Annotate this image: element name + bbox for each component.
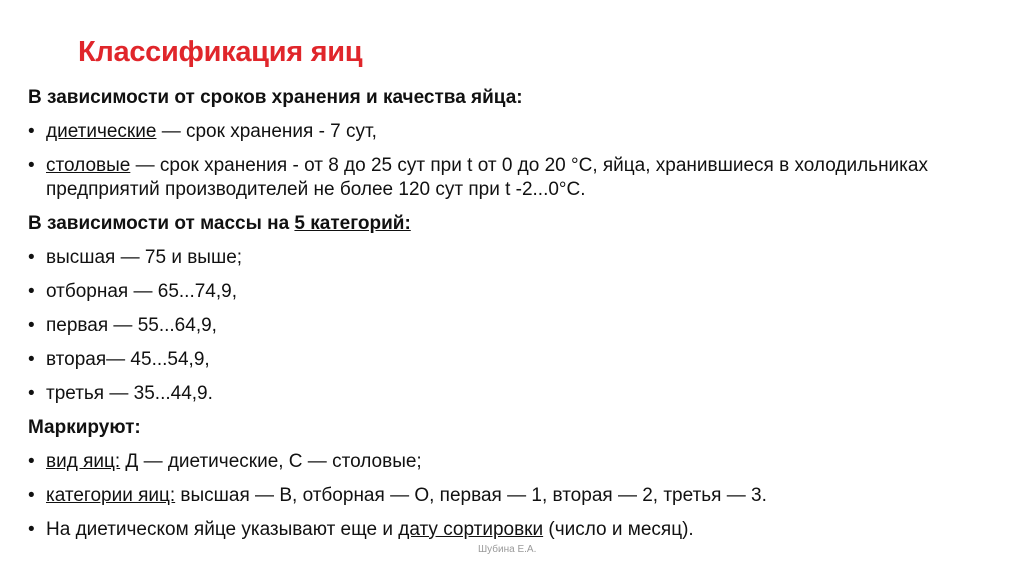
sort-date-label: дату сортировки bbox=[398, 519, 544, 540]
slide-title: Классификация яиц bbox=[78, 36, 363, 68]
list-item bbox=[28, 450, 978, 474]
marking-type-label: вид яиц: bbox=[46, 451, 121, 472]
list-item bbox=[28, 120, 978, 144]
item-text: — срок хранения - 7 сут, bbox=[156, 121, 377, 142]
list-item bbox=[28, 154, 978, 202]
section-heading-marking: Маркируют: bbox=[28, 417, 141, 438]
list-item bbox=[28, 348, 978, 372]
category-third: третья — 35...44,9. bbox=[46, 383, 213, 404]
item-text: Д — диетические, С — столовые; bbox=[120, 451, 422, 472]
bullet-icon: • bbox=[28, 451, 35, 472]
category-first: первая — 55...64,9, bbox=[46, 315, 217, 336]
bullet-icon: • bbox=[28, 121, 35, 142]
category-highest: высшая — 75 и выше; bbox=[46, 247, 243, 268]
list-item bbox=[28, 280, 978, 304]
item-text: — срок хранения - от 8 до 25 сут при t от 0 до 20 °С, яйца, хранившиеся в холодильниках предприятий производителей не более 120 сут при t -2...0°С. bbox=[46, 155, 928, 200]
item-text: высшая — В, отборная — О, первая — 1, вторая — 2, третья — 3. bbox=[175, 485, 767, 506]
list-item bbox=[28, 314, 978, 338]
list-item bbox=[28, 382, 978, 406]
heading-text: В зависимости от массы на bbox=[28, 213, 295, 234]
slide-content bbox=[28, 86, 978, 552]
bullet-icon: • bbox=[28, 519, 35, 540]
heading-underlined: 5 категорий: bbox=[294, 213, 411, 234]
term-dietary: диетические bbox=[46, 121, 157, 142]
bullet-icon: • bbox=[28, 383, 35, 404]
item-text: (число и месяц). bbox=[543, 519, 694, 540]
bullet-icon: • bbox=[28, 315, 35, 336]
term-table: столовые bbox=[46, 155, 131, 176]
section-heading-storage: В зависимости от сроков хранения и качества яйца: bbox=[28, 87, 523, 108]
category-second: вторая— 45...54,9, bbox=[46, 349, 210, 370]
bullet-icon: • bbox=[28, 155, 35, 176]
section-heading-mass bbox=[28, 212, 978, 236]
marking-category-label: категории яиц: bbox=[46, 485, 176, 506]
list-item bbox=[28, 246, 978, 270]
category-select: отборная — 65...74,9, bbox=[46, 281, 238, 302]
list-item bbox=[28, 518, 978, 542]
bullet-icon: • bbox=[28, 349, 35, 370]
item-text: На диетическом яйце указывают еще и bbox=[46, 519, 399, 540]
bullet-icon: • bbox=[28, 247, 35, 268]
footer-author: Шубина Е.А. bbox=[478, 544, 537, 555]
list-item bbox=[28, 484, 978, 508]
bullet-icon: • bbox=[28, 485, 35, 506]
bullet-icon: • bbox=[28, 281, 35, 302]
